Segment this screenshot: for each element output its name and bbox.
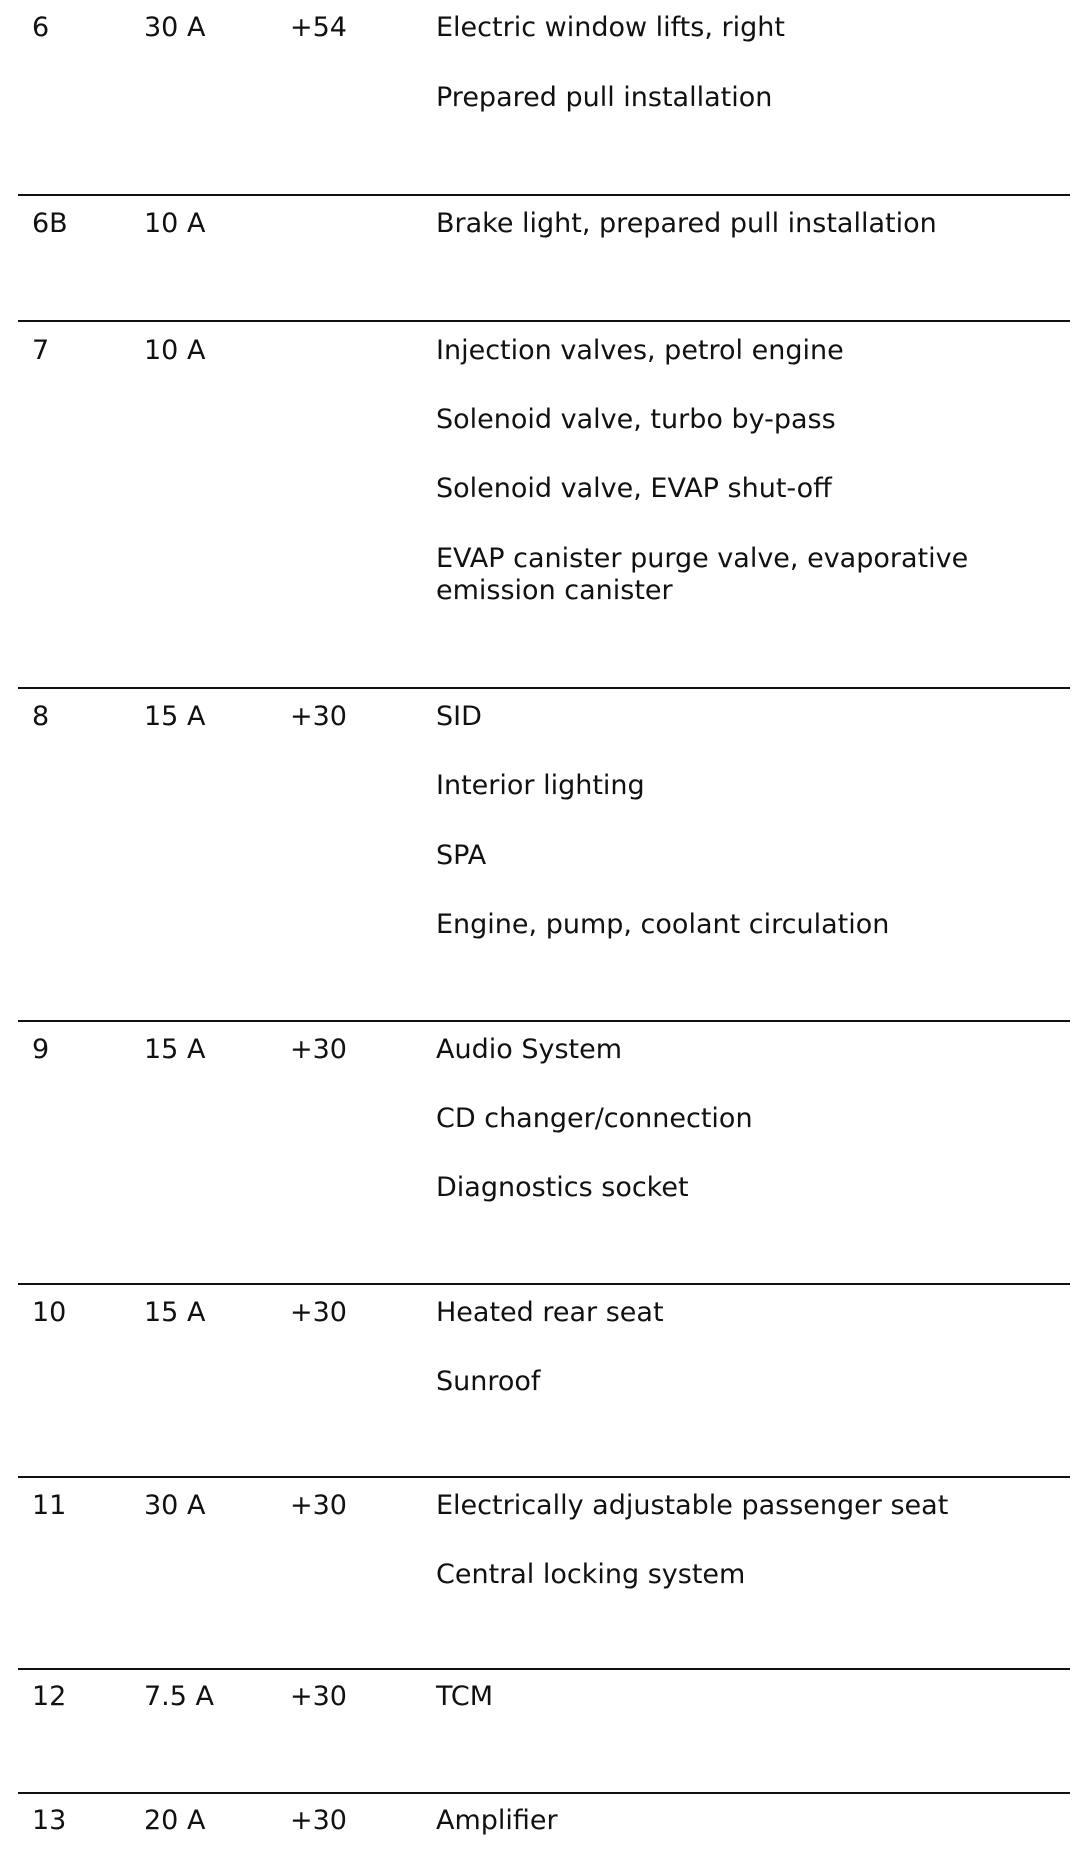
fuse-function: Sunroof [436,1366,541,1397]
fuse-function: Electrically adjustable passenger seat [436,1490,949,1521]
fuse-number: 11 [32,1490,67,1521]
fuse-number: 12 [32,1681,67,1712]
fuse-function: Heated rear seat [436,1297,664,1328]
row-divider [18,687,1070,689]
fuse-function: Solenoid valve, turbo by-pass [436,404,836,435]
fuse-amperage: 30 A [144,1490,206,1521]
fuse-number: 6 [32,12,50,43]
fuse-function: Audio System [436,1034,623,1065]
fuse-terminal: +30 [290,1681,347,1712]
fuse-function: Engine, pump, coolant circulation [436,909,890,940]
fuse-function: SPA [436,840,487,871]
row-divider [18,1476,1070,1478]
fuse-amperage: 30 A [144,12,206,43]
fuse-function: Central locking system [436,1559,746,1590]
fuse-terminal: +30 [290,1805,347,1836]
fuse-function: CD changer/connection [436,1103,753,1134]
fuse-function: Injection valves, petrol engine [436,335,844,366]
fuse-amperage: 10 A [144,208,206,239]
fuse-terminal: +30 [290,1034,347,1065]
fuse-function: Interior lighting [436,770,645,801]
row-divider [18,194,1070,196]
fuse-terminal: +54 [290,12,347,43]
fuse-function: Amplifier [436,1805,558,1836]
fuse-function: Solenoid valve, EVAP shut-off [436,473,832,504]
fuse-function: Diagnostics socket [436,1172,689,1203]
fuse-terminal: +30 [290,1490,347,1521]
fuse-amperage: 15 A [144,1297,206,1328]
fuse-number: 8 [32,701,50,732]
fuse-function: EVAP canister purge valve, evaporative emission canister [436,543,969,606]
row-divider [18,1668,1070,1670]
fuse-amperage: 15 A [144,701,206,732]
fuse-amperage: 10 A [144,335,206,366]
fuse-number: 9 [32,1034,50,1065]
fuse-amperage: 20 A [144,1805,206,1836]
row-divider [18,1792,1070,1794]
fuse-function: TCM [436,1681,494,1712]
fuse-amperage: 15 A [144,1034,206,1065]
row-divider [18,320,1070,322]
fuse-number: 13 [32,1805,67,1836]
row-divider [18,1283,1070,1285]
row-divider [18,1020,1070,1022]
fuse-terminal: +30 [290,701,347,732]
fuse-function: Brake light, prepared pull installation [436,208,937,239]
fuse-terminal: +30 [290,1297,347,1328]
fuse-function: Prepared pull installation [436,82,773,113]
fuse-amperage: 7.5 A [144,1681,214,1712]
fuse-number: 10 [32,1297,67,1328]
fuse-function: Electric window lifts, right [436,12,785,43]
fuse-number: 6B [32,208,68,239]
fuse-function: SID [436,701,482,732]
fuse-number: 7 [32,335,50,366]
